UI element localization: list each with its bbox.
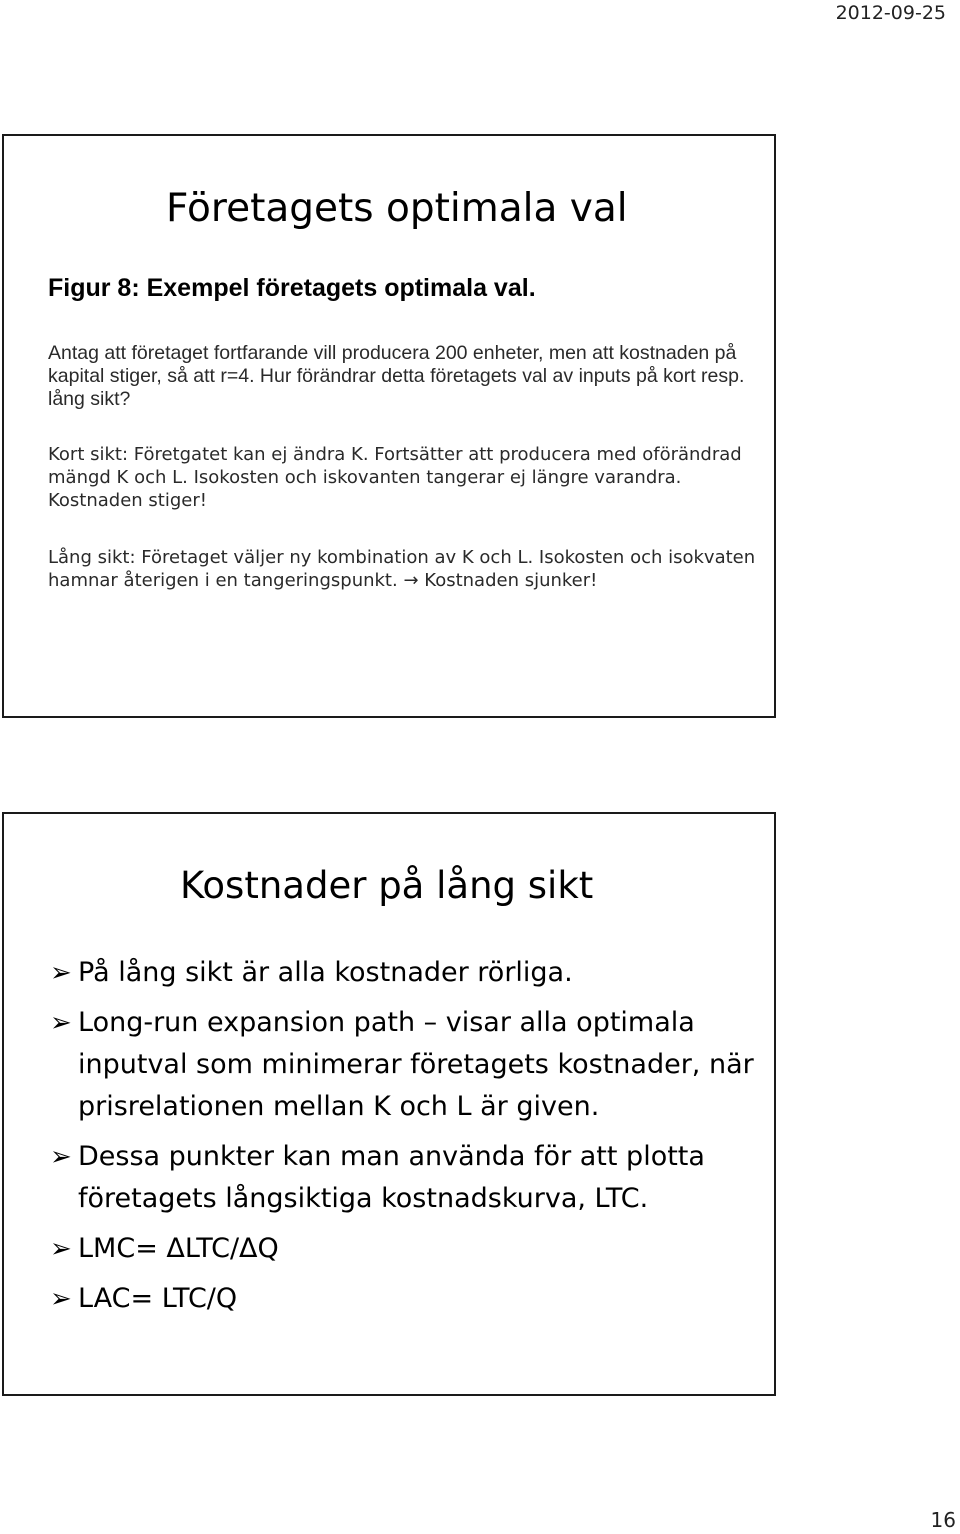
bullet-list bbox=[50, 952, 766, 1328]
arrow-bullet-icon: ➢ bbox=[50, 1284, 72, 1314]
slide-title: Kostnader på lång sikt bbox=[180, 864, 594, 907]
paragraph-long-run bbox=[48, 546, 768, 592]
paragraph-long-run-conclusion: Kostnaden sjunker! bbox=[424, 570, 598, 591]
paragraph-long-run-text: Lång sikt: Företaget väljer ny kombination av K och L. Isokosten och isokvaten hamnar återigen i en tangeringspunkt. bbox=[48, 547, 756, 591]
slide-title: Företagets optimala val bbox=[166, 186, 628, 231]
paragraph-assumption: Antag att företaget fortfarande vill producera 200 enheter, men att kostnaden på kapital stiger, så att r=4. Hur förändrar detta företagets val av inputs på kort resp. lång sikt? bbox=[48, 342, 745, 410]
arrow-right-icon: → bbox=[403, 570, 419, 591]
page-number: 16 bbox=[930, 1508, 956, 1532]
arrow-bullet-icon: ➢ bbox=[50, 1008, 72, 1038]
list-item-text: Dessa punkter kan man använda för att plotta företagets långsiktiga kostnadskurva, LTC. bbox=[78, 1141, 705, 1214]
list-item bbox=[50, 1136, 766, 1220]
arrow-bullet-icon: ➢ bbox=[50, 958, 72, 988]
paragraph-short-run: Kort sikt: Företgatet kan ej ändra K. Fortsätter att producera med oförändrad mängd K och L. Isokosten och iskovanten tangerar ej längre varandra. Kostnaden stiger! bbox=[48, 444, 742, 511]
list-item-text: LMC= ΔLTC/ΔQ bbox=[78, 1233, 279, 1264]
arrow-bullet-icon: ➢ bbox=[50, 1234, 72, 1264]
list-item bbox=[50, 1002, 766, 1128]
header-date: 2012-09-25 bbox=[835, 2, 946, 24]
list-item bbox=[50, 952, 766, 994]
slide-long-run-costs bbox=[2, 812, 776, 1396]
list-item bbox=[50, 1278, 766, 1320]
list-item-text: Long-run expansion path – visar alla optimala inputval som minimerar företagets kostnader, när prisrelationen mellan K och L är given. bbox=[78, 1007, 754, 1122]
list-item-text: LAC= LTC/Q bbox=[78, 1283, 238, 1314]
arrow-bullet-icon: ➢ bbox=[50, 1142, 72, 1172]
list-item bbox=[50, 1228, 766, 1270]
slide-optimal-choice bbox=[2, 134, 776, 718]
figure-caption: Figur 8: Exempel företagets optimala val. bbox=[48, 274, 536, 302]
list-item-text: På lång sikt är alla kostnader rörliga. bbox=[78, 957, 573, 988]
